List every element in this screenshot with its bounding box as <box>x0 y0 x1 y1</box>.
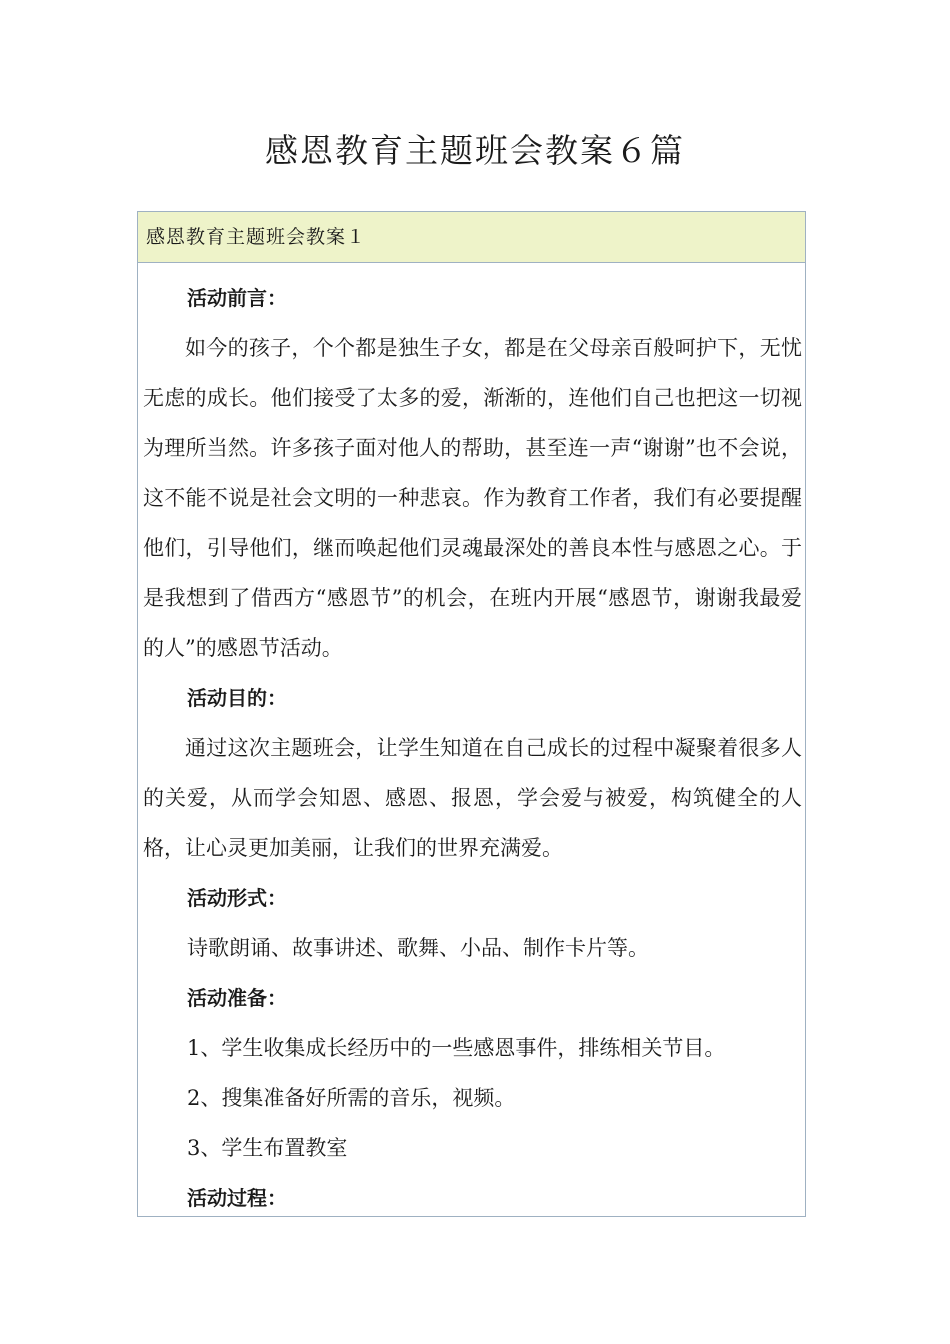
form-paragraph: 诗歌朗诵、故事讲述、歌舞、小品、制作卡片等。 <box>187 936 649 960</box>
heading-form: 活动形式： <box>187 886 287 910</box>
document-title: 感恩教育主题班会教案６篇 <box>265 131 685 170</box>
heading-process: 活动过程： <box>187 1186 287 1210</box>
heading-foreword: 活动前言： <box>187 286 287 310</box>
heading-purpose: 活动目的： <box>187 686 287 710</box>
heading-preparation: 活动准备： <box>187 986 287 1010</box>
purpose-paragraph: 通过这次主题班会，让学生知道在自己成长的过程中凝聚着很多人的关爱，从而学会知恩、感恩、报恩，学会爱与被爱，构筑健全的人格，让心灵更加美丽，让我们的世界充满爱。 <box>143 736 802 860</box>
preparation-item: 2、搜集准备好所需的音乐，视频。 <box>187 1086 516 1110</box>
foreword-paragraph: 如今的孩子，个个都是独生子女，都是在父母亲百般呵护下，无忧无虑的成长。他们接受了太多的爱，渐渐的，连他们自己也把这一切视为理所当然。许多孩子面对他人的帮助，甚至连一声“谢谢”也不会说，这不能不说是社会文明的一种悲哀。作为教育工作者，我们有必要提醒他们，引导他们，继而唤起他们灵魂最深处的善良本性与感恩之心。于是我想到了借西方“感恩节”的机会，在班内开展“感恩节，谢谢我最爱的人”的感恩节活动。 <box>143 336 802 660</box>
section-header: 感恩教育主题班会教案１ <box>138 212 805 263</box>
preparation-item: 3、学生布置教室 <box>187 1136 348 1160</box>
lesson-plan-box <box>137 211 806 1217</box>
preparation-item: 1、学生收集成长经历中的一些感恩事件，排练相关节目。 <box>187 1036 726 1060</box>
section-body <box>138 263 805 1223</box>
